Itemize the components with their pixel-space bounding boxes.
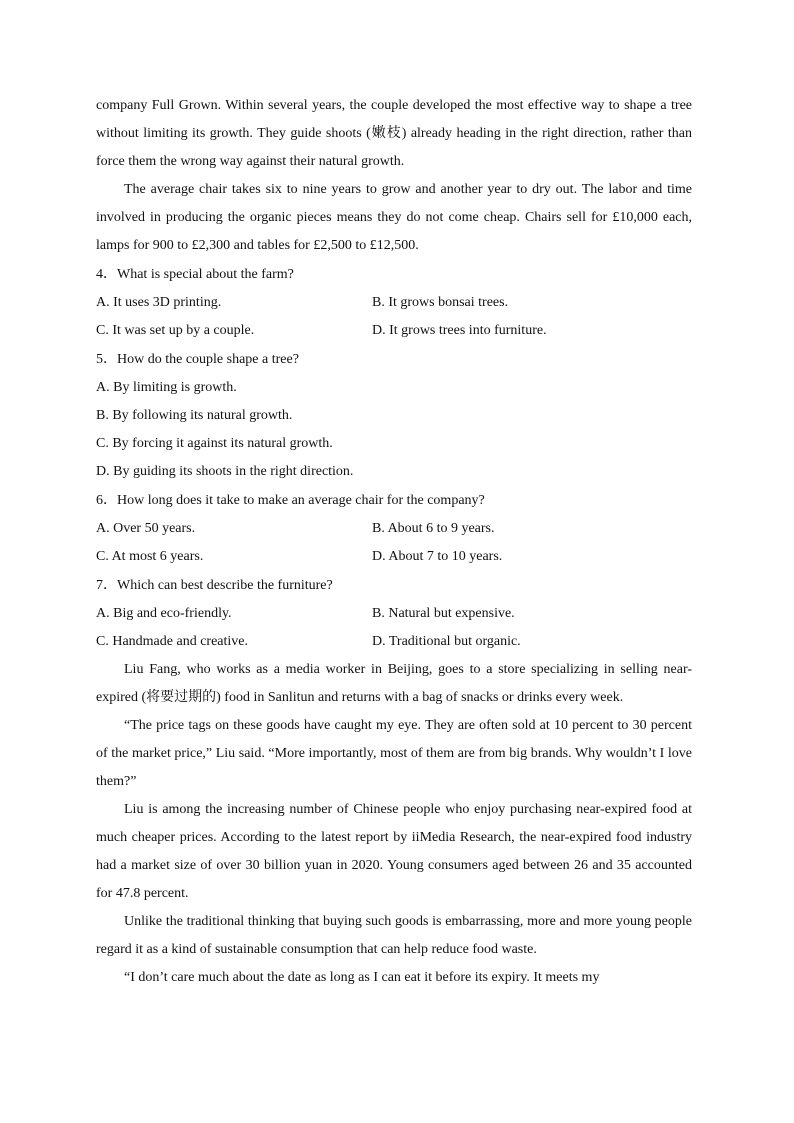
passage1-paragraph-price: The average chair takes six to nine years to grow and another year to dry out. The labor and time involved in producing the organic pieces means they do not come cheap. Chairs sell for £10,000 each, lamps for 900 to £2,300 and tables for £2,500 to £12,500. bbox=[96, 182, 692, 253]
question-5-option-c: C. By forcing it against its natural growth. bbox=[96, 436, 333, 451]
question-7-option-a: A. Big and eco-friendly. bbox=[96, 606, 232, 621]
question-6-options-row-1 bbox=[96, 515, 692, 543]
question-4-option-a: A. It uses 3D printing. bbox=[96, 295, 222, 310]
document-body bbox=[96, 92, 692, 992]
question-5-option-d: D. By guiding its shoots in the right direction. bbox=[96, 464, 354, 479]
passage2-paragraph-2: “The price tags on these goods have caught my eye. They are often sold at 10 percent to 30 percent of the market price,” Liu said. “More importantly, most of them are from big brands. Why wouldn’t I love them?” bbox=[96, 718, 692, 789]
question-7-option-c: C. Handmade and creative. bbox=[96, 634, 248, 649]
question-6-option-c: C. At most 6 years. bbox=[96, 549, 204, 564]
question-4-options-row-2 bbox=[96, 317, 692, 345]
question-4-option-b: B. It grows bonsai trees. bbox=[372, 295, 509, 310]
question-5-option-b: B. By following its natural growth. bbox=[96, 408, 293, 423]
question-4-options-row-1 bbox=[96, 289, 692, 317]
passage1-paragraph-continued: company Full Grown. Within several years, the couple developed the most effective way to shape a tree without limiting its growth. They guide shoots (嫩枝) already heading in the right direction, rather than force them the wrong way against their natural growth. bbox=[96, 98, 692, 169]
question-7-options-row-2 bbox=[96, 628, 692, 656]
passage2-paragraph-1: Liu Fang, who works as a media worker in Beijing, goes to a store specializing in selling near-expired (将要过期的) food in Sanlitun and returns with a bag of snacks or drinks every week. bbox=[96, 662, 692, 705]
question-7-option-b: B. Natural but expensive. bbox=[372, 606, 515, 621]
question-7-option-d: D. Traditional but organic. bbox=[372, 634, 521, 649]
question-6-stem: 6．How long does it take to make an average chair for the company? bbox=[96, 493, 485, 508]
passage2-paragraph-3: Liu is among the increasing number of Chinese people who enjoy purchasing near-expired food at much cheaper prices. According to the latest report by iiMedia Research, the near-expired food industry had a market size of over 30 billion yuan in 2020. Young consumers aged between 26 and 35 accounted for 47.8 percent. bbox=[96, 802, 692, 901]
question-5-stem: 5．How do the couple shape a tree? bbox=[96, 352, 299, 367]
question-4-stem: 4．What is special about the farm? bbox=[96, 267, 294, 282]
passage2-paragraph-4: Unlike the traditional thinking that buying such goods is embarrassing, more and more young people regard it as a kind of sustainable consumption that can help reduce food waste. bbox=[96, 914, 692, 957]
question-6-option-b: B. About 6 to 9 years. bbox=[372, 521, 495, 536]
question-4-option-d: D. It grows trees into furniture. bbox=[372, 323, 547, 338]
passage2-paragraph-5: “I don’t care much about the date as long as I can eat it before its expiry. It meets my bbox=[124, 970, 600, 985]
question-4-option-c: C. It was set up by a couple. bbox=[96, 323, 255, 338]
question-5-option-a: A. By limiting is growth. bbox=[96, 380, 237, 395]
question-7-options-row-1 bbox=[96, 600, 692, 628]
question-6-option-d: D. About 7 to 10 years. bbox=[372, 549, 503, 564]
question-6-options-row-2 bbox=[96, 543, 692, 571]
question-6-option-a: A. Over 50 years. bbox=[96, 521, 196, 536]
question-7-stem: 7．Which can best describe the furniture? bbox=[96, 578, 333, 593]
